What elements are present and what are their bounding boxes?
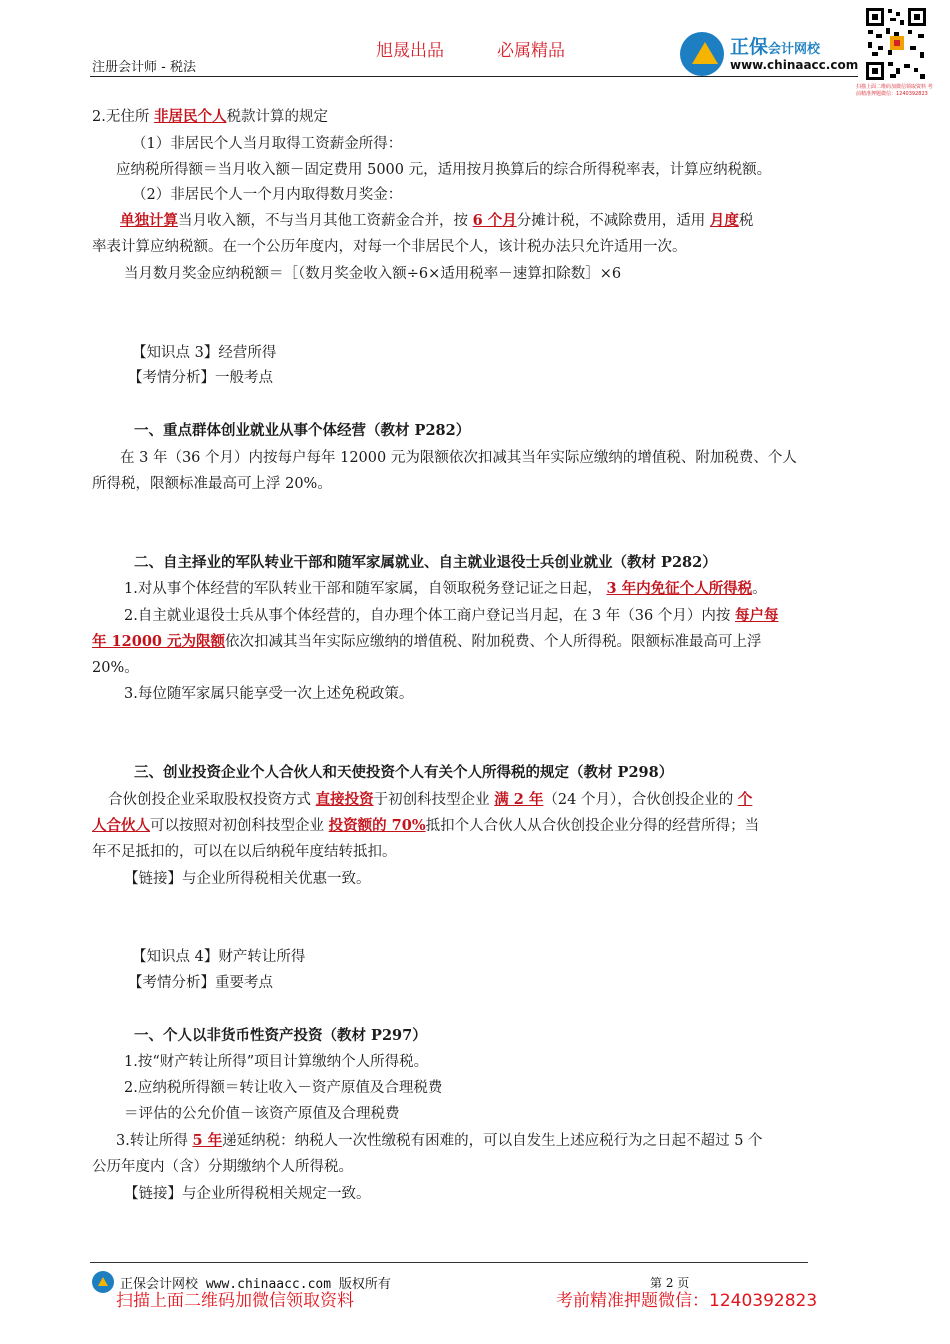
- paragraph: 2.自主就业退役士兵从事个体经营的，自办理个体工商户登记当月起，在 3 年（36 个月）内按 每户每: [124, 607, 779, 624]
- paragraph: ＝评估的公允价值－该资产原值及合理税费: [124, 1106, 400, 1122]
- paragraph: 3.转让所得 5 年递延纳税：纳税人一次性缴税有困难的，可以自发生上述应税行为之日起不超过 5 个: [116, 1132, 763, 1149]
- brand-name: 正保会计网校: [730, 36, 821, 58]
- header-divider: [90, 76, 858, 77]
- highlight-term: 5 年: [192, 1132, 223, 1149]
- paragraph: 所得税，限额标准最高可上浮 20%。: [92, 476, 332, 492]
- paragraph: 3.每位随军家属只能享受一次上述免税政策。: [124, 686, 414, 702]
- paragraph: 公历年度内（含）分期缴纳个人所得税。: [92, 1159, 353, 1175]
- link-note: 【链接】与企业所得税相关优惠一致。: [124, 871, 371, 887]
- promo-right: 考前精准押题微信：1240392823: [556, 1291, 818, 1311]
- footer-logo-icon: [92, 1271, 114, 1293]
- section-heading: 二、自主择业的军队转业干部和随军家属就业、自主就业退役士兵创业就业（教材 P282）: [134, 554, 717, 571]
- brand-logo[interactable]: [680, 30, 860, 80]
- paragraph: 2.应纳税所得额＝转让收入－资产原值及合理税费: [124, 1080, 443, 1096]
- highlight-term: 6 个月: [472, 212, 517, 229]
- section-heading: 一、重点群体创业就业从事个体经营（教材 P282）: [134, 422, 471, 439]
- highlight-term: 满 2 年: [494, 791, 544, 808]
- highlight-term: 直接投资: [315, 791, 374, 808]
- slogan-right: 必属精品: [497, 41, 565, 61]
- exam-analysis: 【考情分析】重要考点: [128, 975, 273, 991]
- highlight-term: 年 12000 元为限额: [92, 633, 226, 650]
- highlight-term: 投资额的 70%: [328, 817, 426, 834]
- highlight-term: 3 年内免征个人所得税: [606, 580, 753, 597]
- brand-logo-mark: [692, 42, 718, 64]
- highlight-term: 非居民个人: [153, 108, 227, 125]
- promo-left: 扫描上面二维码加微信领取资料: [116, 1291, 354, 1311]
- highlight-term: 月度: [709, 212, 739, 229]
- highlight-term: 个: [737, 791, 753, 808]
- page-number: 第 2 页: [650, 1276, 690, 1290]
- knowledge-point-title: 【知识点 4】财产转让所得: [132, 949, 306, 965]
- paragraph: 年不足抵扣的，可以在以后纳税年度结转抵扣。: [92, 844, 397, 860]
- paragraph: 20%。: [92, 660, 139, 676]
- footer-copyright: 正保会计网校 www.chinaacc.com 版权所有: [120, 1277, 391, 1292]
- exam-analysis: 【考情分析】一般考点: [128, 370, 273, 386]
- knowledge-point-title: 【知识点 3】经营所得: [132, 345, 277, 361]
- paragraph: （2）非居民个人一个月内取得数月奖金：: [132, 187, 403, 203]
- link-note: 【链接】与企业所得税相关规定一致。: [124, 1186, 371, 1202]
- paragraph: 应纳税所得额＝当月收入额－固定费用 5000 元，适用按月换算后的综合所得税率表，计算应纳税额。: [116, 162, 772, 178]
- footer-divider: [90, 1262, 808, 1263]
- paragraph: 单独计算当月收入额，不与当月其他工资薪金合并，按 6 个月分摊计税，不减除费用，适用 月度税: [120, 212, 754, 229]
- wechat-qr-code: [864, 6, 928, 82]
- paragraph: 率表计算应纳税额。在一个公历年度内，对每一个非居民个人，该计税办法只允许适用一次。: [92, 239, 687, 255]
- paragraph: 在 3 年（36 个月）内按每户每年 12000 元为限额依次扣减其当年实际应缴纳的增值税、附加税费、个人: [120, 450, 797, 466]
- paragraph: 1.对从事个体经营的军队转业干部和随军家属，自领取税务登记证之日起， 3 年内免征个人所得税。: [124, 580, 767, 597]
- qr-caption: 扫描上面二维码加微信领取资料 考前精准押题微信：1240392823: [856, 84, 933, 97]
- course-title: 注册会计师 - 税法: [92, 60, 196, 75]
- paragraph: （1）非居民个人当月取得工资薪金所得：: [132, 136, 403, 152]
- slogan-left: 旭晟出品: [376, 41, 444, 61]
- paragraph: 合伙创投企业采取股权投资方式 直接投资于初创科技型企业 满 2 年（24 个月），合伙创投企业的 个: [108, 791, 753, 808]
- paragraph: 1.按“财产转让所得”项目计算缴纳个人所得税。: [124, 1054, 429, 1070]
- paragraph: 年 12000 元为限额依次扣减其当年实际应缴纳的增值税、附加税费、个人所得税。限额标准最高可上浮: [92, 633, 762, 650]
- paragraph: 人合伙人可以按照对初创科技型企业 投资额的 70%抵扣个人合伙人从合伙创投企业分得的经营所得；当: [92, 817, 760, 834]
- highlight-term: 人合伙人: [92, 817, 150, 834]
- section-heading: 三、创业投资企业个人合伙人和天使投资个人有关个人所得税的规定（教材 P298）: [134, 764, 674, 781]
- highlight-term: 每户每: [734, 607, 779, 624]
- highlight-term: 单独计算: [120, 212, 178, 229]
- formula: 当月数月奖金应纳税额＝［（数月奖金收入额÷6×适用税率－速算扣除数］×6: [124, 266, 622, 282]
- brand-url: www.chinaacc.com: [730, 58, 859, 72]
- section-heading: 一、个人以非货币性资产投资（教材 P297）: [134, 1027, 427, 1044]
- section-heading-nonresident: 2.无住所 非居民个人税款计算的规定: [92, 108, 328, 125]
